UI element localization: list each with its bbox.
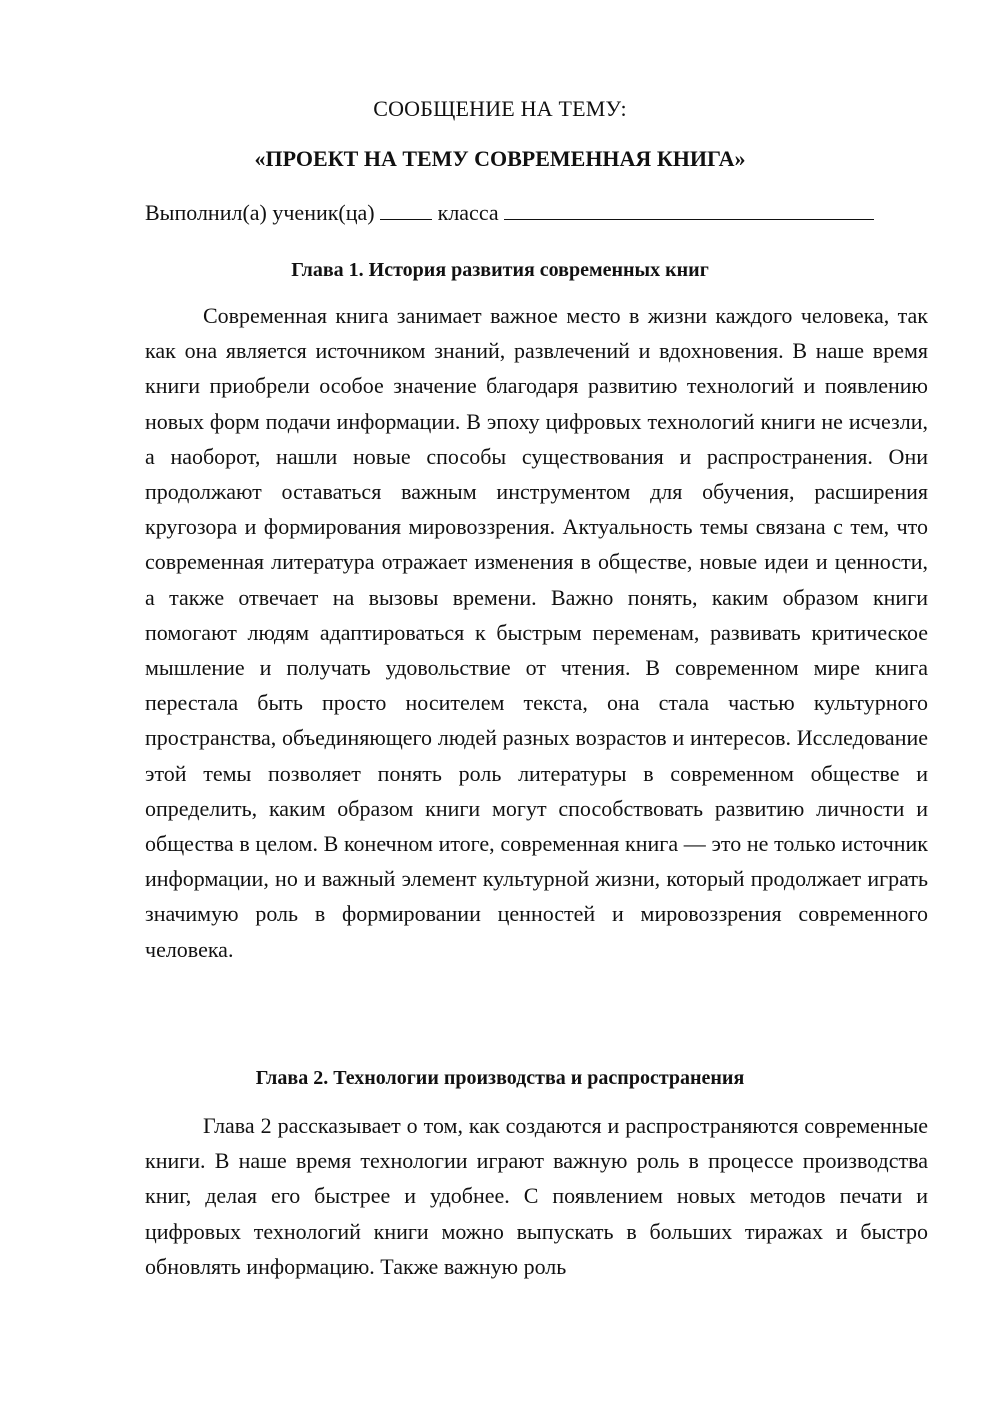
class-label: класса: [437, 200, 499, 225]
document-heading: СООБЩЕНИЕ НА ТЕМУ:: [373, 96, 627, 121]
author-prefix: Выполнил(а) ученик(ца): [145, 200, 375, 225]
grade-blank: [380, 197, 432, 220]
document-topic-title: «ПРОЕКТ НА ТЕМУ СОВРЕМЕННАЯ КНИГА»: [254, 146, 746, 171]
chapter1-title: Глава 1. История развития современных книг: [291, 259, 709, 281]
chapter2-title: Глава 2. Технологии производства и распространения: [255, 1067, 745, 1089]
chapter2-paragraph: Глава 2 рассказывает о том, как создаются и распространяются современные книги. В наше время технологии играют важную роль в процессе производства книг, делая его быстрее и удобнее. С появлением новых методов печати и цифровых технологий книги можно выпускать в больших тиражах и быстро обновлять информацию. Также важную роль: [145, 1113, 928, 1279]
name-blank: [504, 197, 874, 220]
author-line: [145, 197, 935, 228]
chapter1-paragraph: Современная книга занимает важное место в жизни каждого человека, так как она является источником знаний, развлечений и вдохновения. В наше время книги приобрели особое значение благодаря развитию технологий и появлению новых форм подачи информации. В эпоху цифровых технологий книги не исчезли, а наоборот, нашли новые способы существования и распространения. Они продолжают оставаться важным инструментом для обучения, расширения кругозора и формирования мировоззрения. Актуальность темы связана с тем, что современная литература отражает изменения в обществе, новые идеи и ценности, а также отвечает на вызовы времени. Важно понять, каким образом книги помогают людям адаптироваться к быстрым переменам, развивать критическое мышление и получать удовольствие от чтения. В современном мире книга перестала быть просто носителем текста, она стала частью культурного пространства, объединяющего людей разных возрастов и интересов. Исследование этой темы позволяет понять роль литературы в современном обществе и определить, каким образом книги могут способствовать развитию личности и общества в целом. В конечном итоге, современная книга — это не только источник информации, но и важный элемент культурной жизни, который продолжает играть значимую роль в формировании ценностей и мировоззрения современного человека.: [145, 303, 928, 962]
